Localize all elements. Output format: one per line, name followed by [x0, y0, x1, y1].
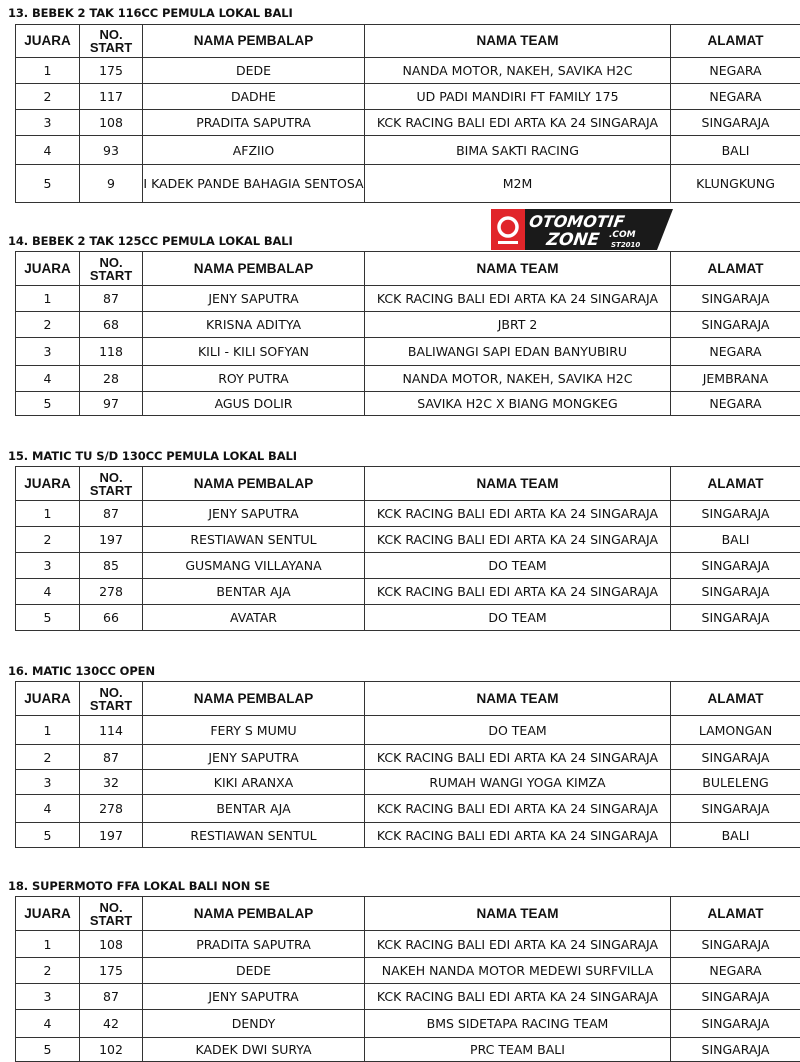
cell-no-start: 108: [80, 931, 143, 958]
cell-juara: 2: [16, 958, 80, 984]
table-row: [16, 338, 800, 366]
section-title: 15. MATIC TU S/D 130CC PEMULA LOKAL BALI: [8, 449, 297, 463]
cell-nama: RESTIAWAN SENTUL: [143, 823, 365, 848]
cell-team: DO TEAM: [365, 716, 671, 745]
header-alamat: ALAMAT: [671, 897, 800, 931]
header-no-line1: NO.: [99, 470, 122, 485]
cell-alamat: SINGARAJA: [671, 745, 800, 770]
cell-team: KCK RACING BALI EDI ARTA KA 24 SINGARAJA: [365, 579, 671, 605]
cell-no-start: 87: [80, 286, 143, 312]
header-juara: JUARA: [16, 897, 80, 931]
cell-juara: 1: [16, 286, 80, 312]
cell-nama: DEDE: [143, 958, 365, 984]
cell-juara: 1: [16, 716, 80, 745]
cell-no-start: 118: [80, 338, 143, 366]
cell-team: DO TEAM: [365, 553, 671, 579]
cell-juara: 1: [16, 501, 80, 527]
cell-alamat: JEMBRANA: [671, 366, 800, 392]
results-table: [15, 24, 800, 203]
cell-nama: AGUS DOLIR: [143, 392, 365, 416]
table-row: [16, 165, 800, 203]
cell-no-start: 197: [80, 527, 143, 553]
cell-juara: 3: [16, 338, 80, 366]
cell-nama: RESTIAWAN SENTUL: [143, 527, 365, 553]
cell-alamat: SINGARAJA: [671, 1038, 800, 1062]
cell-alamat: BALI: [671, 823, 800, 848]
cell-team: RUMAH WANGI YOGA KIMZA: [365, 770, 671, 795]
cell-juara: 3: [16, 770, 80, 795]
header-alamat: ALAMAT: [671, 25, 800, 58]
cell-alamat: NEGARA: [671, 338, 800, 366]
cell-no-start: 102: [80, 1038, 143, 1062]
cell-team: KCK RACING BALI EDI ARTA KA 24 SINGARAJA: [365, 984, 671, 1010]
table-row: [16, 605, 800, 631]
header-alamat: ALAMAT: [671, 252, 800, 286]
cell-no-start: 87: [80, 745, 143, 770]
cell-no-start: 32: [80, 770, 143, 795]
header-no-line2: START: [90, 40, 132, 55]
results-table: [15, 896, 800, 1062]
header-no-start: [80, 25, 143, 58]
table-header-row: [16, 467, 800, 501]
cell-no-start: 87: [80, 984, 143, 1010]
cell-nama: KADEK DWI SURYA: [143, 1038, 365, 1062]
table-header-row: [16, 682, 800, 716]
header-nama-team: NAMA TEAM: [365, 252, 671, 286]
cell-nama: BENTAR AJA: [143, 579, 365, 605]
header-no-line1: NO.: [99, 900, 122, 915]
cell-juara: 2: [16, 527, 80, 553]
cell-alamat: SINGARAJA: [671, 553, 800, 579]
header-nama-team: NAMA TEAM: [365, 682, 671, 716]
cell-juara: 3: [16, 110, 80, 136]
cell-alamat: SINGARAJA: [671, 110, 800, 136]
header-no-line1: NO.: [99, 27, 122, 42]
cell-team: KCK RACING BALI EDI ARTA KA 24 SINGARAJA: [365, 745, 671, 770]
cell-team: KCK RACING BALI EDI ARTA KA 24 SINGARAJA: [365, 931, 671, 958]
cell-team: KCK RACING BALI EDI ARTA KA 24 SINGARAJA: [365, 795, 671, 823]
cell-alamat: SINGARAJA: [671, 795, 800, 823]
header-no-start: [80, 252, 143, 286]
cell-alamat: SINGARAJA: [671, 1010, 800, 1038]
header-no-line2: START: [90, 483, 132, 498]
header-nama-pembalap: NAMA PEMBALAP: [143, 467, 365, 501]
cell-nama: FERY S MUMU: [143, 716, 365, 745]
cell-juara: 4: [16, 366, 80, 392]
cell-alamat: BALI: [671, 136, 800, 165]
table-row: [16, 823, 800, 848]
cell-juara: 2: [16, 745, 80, 770]
table-row: [16, 366, 800, 392]
cell-alamat: SINGARAJA: [671, 984, 800, 1010]
cell-team: NANDA MOTOR, NAKEH, SAVIKA H2C: [365, 58, 671, 84]
header-no-start: [80, 897, 143, 931]
cell-alamat: KLUNGKUNG: [671, 165, 800, 203]
header-no-line1: NO.: [99, 255, 122, 270]
cell-alamat: SINGARAJA: [671, 312, 800, 338]
cell-no-start: 42: [80, 1010, 143, 1038]
section-title: 13. BEBEK 2 TAK 116CC PEMULA LOKAL BALI: [8, 6, 293, 20]
cell-nama: KRISNA ADITYA: [143, 312, 365, 338]
cell-juara: 5: [16, 165, 80, 203]
cell-juara: 5: [16, 823, 80, 848]
cell-alamat: NEGARA: [671, 958, 800, 984]
cell-no-start: 278: [80, 795, 143, 823]
header-no-line2: START: [90, 268, 132, 283]
table-row: [16, 110, 800, 136]
table-row: [16, 716, 800, 745]
otomotifzone-logo: [491, 209, 673, 250]
cell-nama: ROY PUTRA: [143, 366, 365, 392]
cell-nama: JENY SAPUTRA: [143, 984, 365, 1010]
header-alamat: ALAMAT: [671, 467, 800, 501]
cell-alamat: SINGARAJA: [671, 579, 800, 605]
table-row: [16, 958, 800, 984]
cell-no-start: 66: [80, 605, 143, 631]
header-nama-team: NAMA TEAM: [365, 25, 671, 58]
cell-nama: DENDY: [143, 1010, 365, 1038]
header-juara: JUARA: [16, 682, 80, 716]
header-nama-team: NAMA TEAM: [365, 467, 671, 501]
table-row: [16, 1010, 800, 1038]
cell-team: BMS SIDETAPA RACING TEAM: [365, 1010, 671, 1038]
table-row: [16, 553, 800, 579]
cell-team: UD PADI MANDIRI FT FAMILY 175: [365, 84, 671, 110]
cell-juara: 3: [16, 984, 80, 1010]
cell-team: NANDA MOTOR, NAKEH, SAVIKA H2C: [365, 366, 671, 392]
table-row: [16, 745, 800, 770]
cell-team: BIMA SAKTI RACING: [365, 136, 671, 165]
cell-no-start: 85: [80, 553, 143, 579]
cell-juara: 5: [16, 392, 80, 416]
cell-juara: 1: [16, 931, 80, 958]
cell-juara: 2: [16, 312, 80, 338]
cell-juara: 4: [16, 579, 80, 605]
results-table: [15, 466, 800, 631]
section-title: 14. BEBEK 2 TAK 125CC PEMULA LOKAL BALI: [8, 234, 293, 248]
table-row: [16, 527, 800, 553]
cell-alamat: NEGARA: [671, 58, 800, 84]
cell-no-start: 175: [80, 958, 143, 984]
header-no-line2: START: [90, 913, 132, 928]
table-header-row: [16, 252, 800, 286]
cell-nama: PRADITA SAPUTRA: [143, 931, 365, 958]
cell-alamat: NEGARA: [671, 84, 800, 110]
header-no-start: [80, 682, 143, 716]
cell-team: PRC TEAM BALI: [365, 1038, 671, 1062]
cell-juara: 2: [16, 84, 80, 110]
table-header-row: [16, 25, 800, 58]
cell-nama: AVATAR: [143, 605, 365, 631]
cell-team: KCK RACING BALI EDI ARTA KA 24 SINGARAJA: [365, 110, 671, 136]
cell-team: NAKEH NANDA MOTOR MEDEWI SURFVILLA: [365, 958, 671, 984]
cell-team: KCK RACING BALI EDI ARTA KA 24 SINGARAJA: [365, 823, 671, 848]
cell-juara: 5: [16, 605, 80, 631]
table-row: [16, 58, 800, 84]
logo-word-com: .COM: [609, 230, 636, 240]
cell-alamat: SINGARAJA: [671, 605, 800, 631]
cell-team: DO TEAM: [365, 605, 671, 631]
cell-nama: JENY SAPUTRA: [143, 745, 365, 770]
section-title: 16. MATIC 130CC OPEN: [8, 664, 155, 678]
cell-team: KCK RACING BALI EDI ARTA KA 24 SINGARAJA: [365, 527, 671, 553]
header-no-start: [80, 467, 143, 501]
table-row: [16, 795, 800, 823]
cell-no-start: 97: [80, 392, 143, 416]
header-nama-pembalap: NAMA PEMBALAP: [143, 25, 365, 58]
table-header-row: [16, 897, 800, 931]
header-no-line2: START: [90, 698, 132, 713]
cell-nama: I KADEK PANDE BAHAGIA SENTOSA: [143, 165, 365, 203]
cell-team: SAVIKA H2C X BIANG MONGKEG: [365, 392, 671, 416]
cell-alamat: SINGARAJA: [671, 286, 800, 312]
table-row: [16, 286, 800, 312]
cell-no-start: 278: [80, 579, 143, 605]
header-no-line1: NO.: [99, 685, 122, 700]
cell-juara: 3: [16, 553, 80, 579]
cell-alamat: BALI: [671, 527, 800, 553]
cell-nama: GUSMANG VILLAYANA: [143, 553, 365, 579]
table-row: [16, 501, 800, 527]
cell-nama: KIKI ARANXA: [143, 770, 365, 795]
cell-alamat: NEGARA: [671, 392, 800, 416]
cell-team: KCK RACING BALI EDI ARTA KA 24 SINGARAJA: [365, 286, 671, 312]
results-table: [15, 681, 800, 848]
cell-juara: 1: [16, 58, 80, 84]
cell-nama: DEDE: [143, 58, 365, 84]
header-juara: JUARA: [16, 25, 80, 58]
table-row: [16, 579, 800, 605]
cell-no-start: 117: [80, 84, 143, 110]
cell-nama: BENTAR AJA: [143, 795, 365, 823]
table-row: [16, 312, 800, 338]
cell-team: KCK RACING BALI EDI ARTA KA 24 SINGARAJA: [365, 501, 671, 527]
cell-juara: 4: [16, 136, 80, 165]
cell-juara: 5: [16, 1038, 80, 1062]
cell-no-start: 108: [80, 110, 143, 136]
cell-team: BALIWANGI SAPI EDAN BANYUBIRU: [365, 338, 671, 366]
header-alamat: ALAMAT: [671, 682, 800, 716]
cell-no-start: 197: [80, 823, 143, 848]
header-nama-pembalap: NAMA PEMBALAP: [143, 682, 365, 716]
cell-no-start: 28: [80, 366, 143, 392]
table-row: [16, 1038, 800, 1062]
cell-team: JBRT 2: [365, 312, 671, 338]
cell-alamat: SINGARAJA: [671, 931, 800, 958]
results-table: [15, 251, 800, 416]
table-row: [16, 770, 800, 795]
cell-no-start: 114: [80, 716, 143, 745]
header-juara: JUARA: [16, 467, 80, 501]
table-row: [16, 84, 800, 110]
logo-word-otomotif: OTOMOTIF: [528, 212, 626, 231]
cell-no-start: 175: [80, 58, 143, 84]
cell-nama: DADHE: [143, 84, 365, 110]
cell-nama: JENY SAPUTRA: [143, 501, 365, 527]
cell-juara: 4: [16, 795, 80, 823]
header-juara: JUARA: [16, 252, 80, 286]
cell-no-start: 93: [80, 136, 143, 165]
cell-alamat: BULELENG: [671, 770, 800, 795]
cell-no-start: 9: [80, 165, 143, 203]
cell-no-start: 87: [80, 501, 143, 527]
cell-nama: KILI - KILI SOFYAN: [143, 338, 365, 366]
logo-bar: [498, 241, 518, 244]
cell-alamat: SINGARAJA: [671, 501, 800, 527]
header-nama-team: NAMA TEAM: [365, 897, 671, 931]
cell-team: M2M: [365, 165, 671, 203]
table-row: [16, 931, 800, 958]
cell-no-start: 68: [80, 312, 143, 338]
header-nama-pembalap: NAMA PEMBALAP: [143, 897, 365, 931]
cell-nama: JENY SAPUTRA: [143, 286, 365, 312]
logo-word-zone: ZONE: [544, 230, 601, 250]
section-title: 18. SUPERMOTO FFA LOKAL BALI NON SE: [8, 879, 270, 893]
header-nama-pembalap: NAMA PEMBALAP: [143, 252, 365, 286]
table-row: [16, 136, 800, 165]
cell-juara: 4: [16, 1010, 80, 1038]
cell-alamat: LAMONGAN: [671, 716, 800, 745]
logo-est: ST2010: [611, 241, 640, 249]
cell-nama: AFZIIO: [143, 136, 365, 165]
table-row: [16, 984, 800, 1010]
table-row: [16, 392, 800, 416]
cell-nama: PRADITA SAPUTRA: [143, 110, 365, 136]
